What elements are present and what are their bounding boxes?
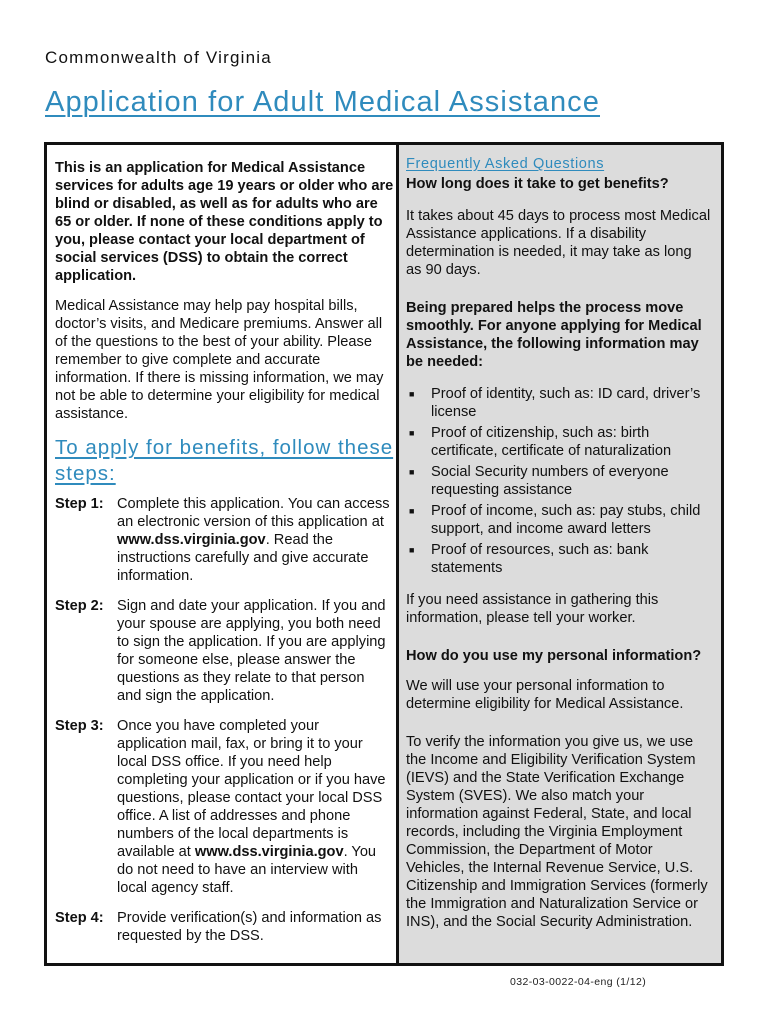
faq-column [399, 145, 721, 963]
list-item-text: Proof of resources, such as: bank statements [431, 542, 649, 576]
list-item [406, 424, 711, 460]
assistance-note: If you need assistance in gathering this information, please tell your worker. [406, 592, 659, 626]
faq-answer-personal-info: We will use your personal information to determine eligibility for Medical Assistance. [406, 678, 684, 712]
faq-question-benefits-timing: How long does it take to get benefits? [406, 176, 669, 192]
steps-heading: To apply for benefits, follow these steps: [55, 436, 394, 485]
step-label: Step 4: [55, 910, 104, 926]
step-text: Sign and date your application. If you and your spouse are applying, you both need to sign the application. If you are applying for someone else, please answer the questions as they relate to that person and sign the application. [117, 598, 386, 704]
list-item [406, 385, 711, 421]
step-label: Step 3: [55, 718, 104, 734]
form-number: 032-03-0022-04-eng (1/12) [510, 976, 647, 988]
dss-website-link[interactable]: www.dss.virginia.gov [194, 844, 344, 860]
step-text [117, 495, 396, 585]
square-bullet-icon: ■ [409, 467, 415, 477]
list-item [406, 502, 711, 538]
step-3 [55, 717, 396, 897]
page-title: Application for Adult Medical Assistance [45, 86, 600, 118]
step-label: Step 2: [55, 598, 104, 614]
content-box [44, 142, 724, 966]
square-bullet-icon: ■ [409, 428, 415, 438]
being-prepared-text: Being prepared helps the process move smoothly. For anyone applying for Medical Assistance, the following information may be needed: [406, 300, 702, 370]
dss-website-link[interactable]: www.dss.virginia.gov [117, 532, 266, 548]
faq-answer-benefits-timing: It takes about 45 days to process most Medical Assistance applications. If a disability determination is needed, it may take as long as 90 days. [406, 208, 711, 278]
intro-body: Medical Assistance may help pay hospital bills, doctor’s visits, and Medicare premiums. Answer all of the questions to the best of your ability. Please remember to give complete and accurate information. If there is missing information, we may not be able to determine your eligibility for medical assistance. [55, 298, 384, 422]
faq-heading: Frequently Asked Questions [406, 156, 605, 172]
square-bullet-icon: ■ [409, 506, 415, 516]
list-item-text: Proof of income, such as: pay stubs, child support, and income award letters [431, 503, 701, 537]
step-text [117, 717, 396, 897]
list-item-text: Social Security numbers of everyone requesting assistance [431, 464, 669, 498]
step-1 [55, 495, 396, 585]
step-4 [55, 909, 396, 945]
faq-question-personal-info: How do you use my personal information? [406, 648, 702, 664]
step-text-part: Complete this application. You can access an electronic version of this application at [117, 496, 390, 530]
square-bullet-icon: ■ [409, 545, 415, 555]
list-item [406, 541, 711, 577]
intro-eligibility: This is an application for Medical Assistance services for adults age 19 years or older who are blind or disabled, as well as for adults who are 65 or older. If none of these conditions apply to you, please contact your local department of social services (DSS) to obtain the correct application. [55, 160, 394, 284]
step-text-part: . Read the instructions carefully and give accurate information. [117, 532, 369, 584]
instructions-column [47, 145, 399, 963]
step-text: Provide verification(s) and information as requested by the DSS. [117, 910, 382, 944]
step-label: Step 1: [55, 496, 104, 512]
required-documents-list [406, 385, 711, 577]
list-item-text: Proof of identity, such as: ID card, driver’s license [431, 386, 701, 420]
verification-systems-text: To verify the information you give us, we use the Income and Eligibility Verification System (IEVS) and the State Verification Exchange System (SVES). We also match your information against Federal, State, and local records, including the Virginia Employment Commission, the Department of Motor Vehicles, the Internal Revenue Service, U.S. Citizenship and Immigration Services (formerly the Immigration and Naturalization Service or INS), and the Social Security Administration. [406, 734, 708, 930]
agency-name: Commonwealth of Virginia [45, 48, 272, 67]
step-text-part: . You do not need to have an interview with local agency staff. [117, 844, 377, 896]
square-bullet-icon: ■ [409, 389, 415, 399]
step-2 [55, 597, 396, 705]
list-item [406, 463, 711, 499]
list-item-text: Proof of citizenship, such as: birth certificate, certificate of naturalization [431, 425, 672, 459]
step-text-part: Once you have completed your application mail, fax, or bring it to your local DSS office. If you need help completing your application or if you have questions, please contact your local DSS office. A list of addresses and phone numbers of the local departments is available at [117, 718, 386, 860]
